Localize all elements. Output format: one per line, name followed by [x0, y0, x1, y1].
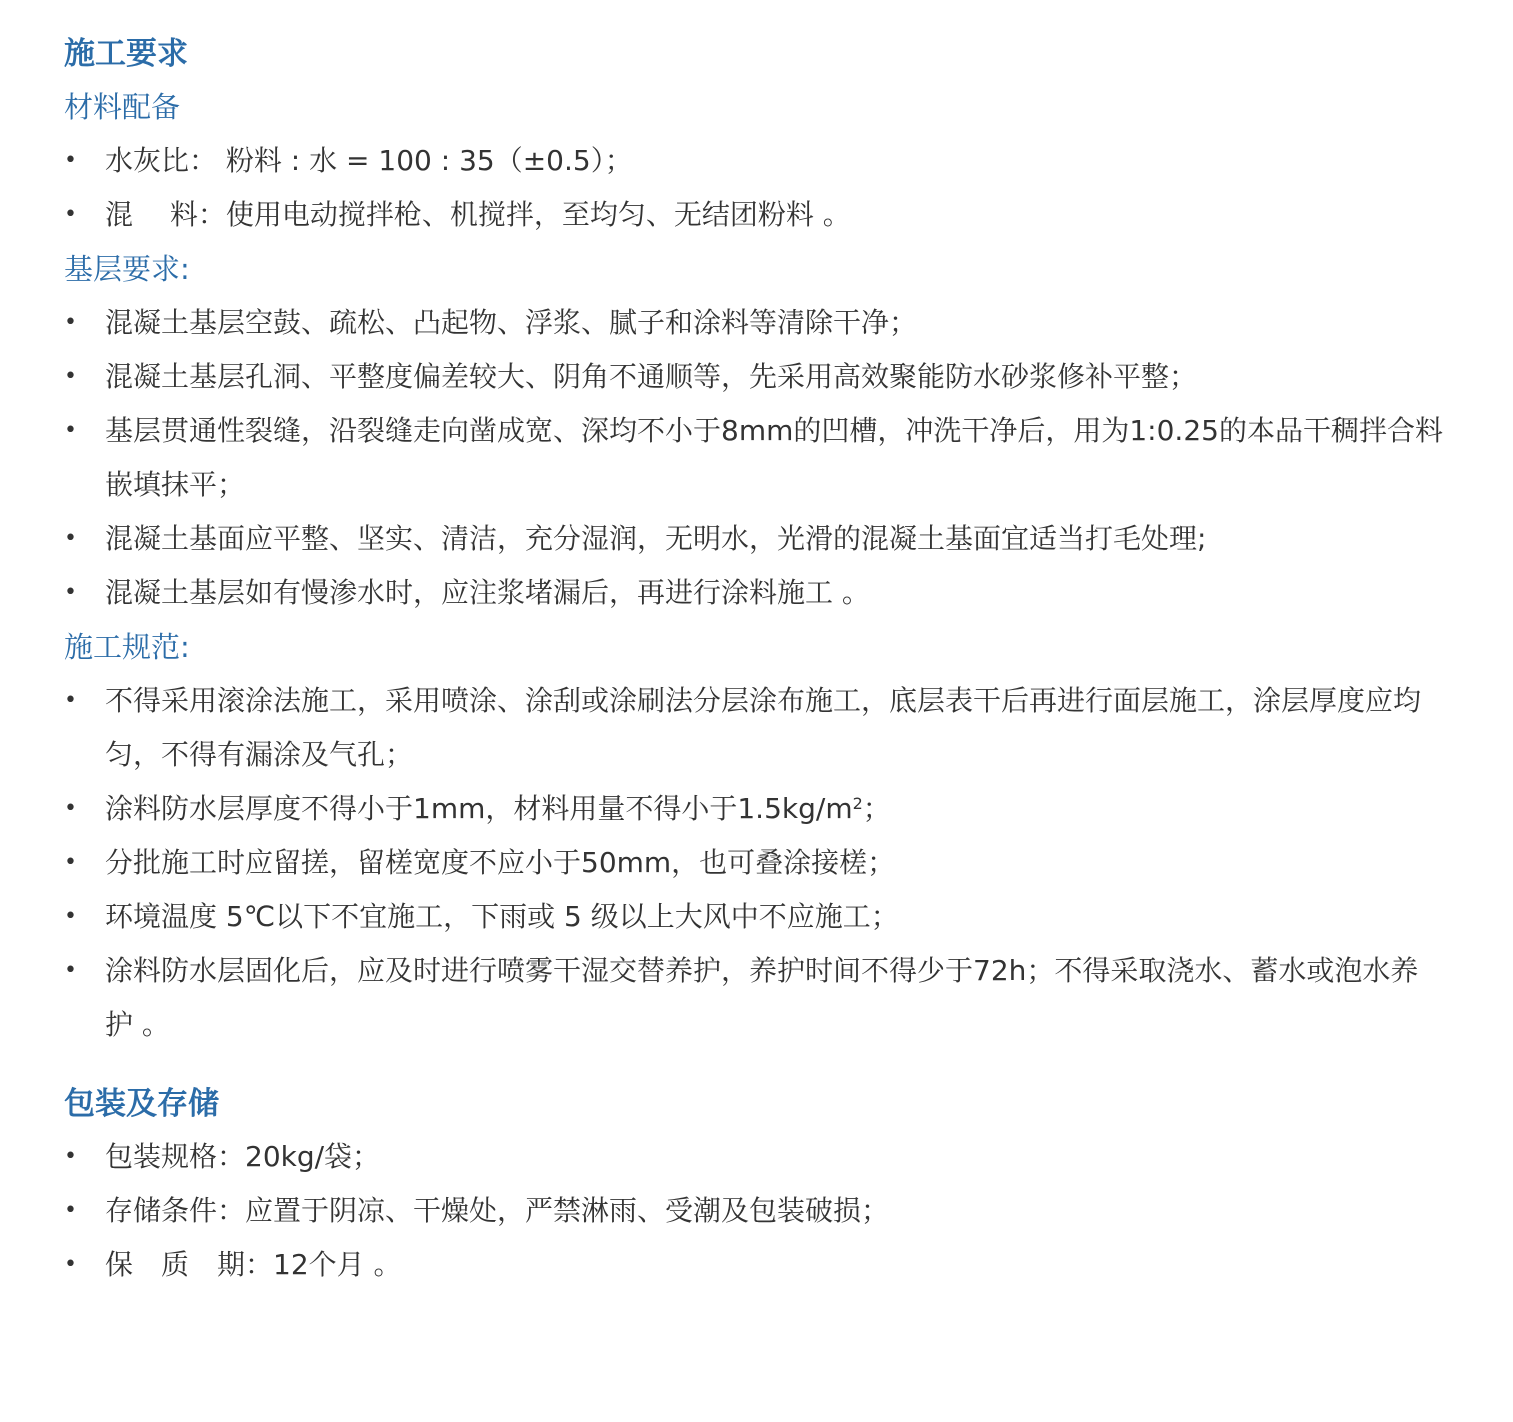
list-item [64, 566, 1445, 620]
bullet: • [64, 688, 77, 713]
list-item [64, 296, 1445, 350]
list-item [64, 890, 1445, 944]
list-item-text-tail: ； [862, 792, 891, 825]
bullet: • [64, 850, 77, 875]
bullet: • [64, 310, 77, 335]
bullet: • [64, 148, 77, 173]
list-item [64, 674, 1445, 782]
section-title-construction-requirements: 施工要求 [64, 36, 188, 72]
bullet: • [64, 1144, 77, 1169]
construction-specifications-list [64, 674, 1464, 1052]
bullet: • [64, 904, 77, 929]
list-item-text: 涂料防水层固化后，应及时进行喷雾干湿交替养护，养护时间不得少于72h；不得采取浇水、蓄水或泡水养护 。 [105, 954, 1419, 1041]
subsection-title-construction-specifications: 施工规范: [64, 630, 190, 664]
list-item [64, 1130, 1445, 1184]
list-item [64, 836, 1445, 890]
section-title-packaging-storage: 包装及存储 [64, 1086, 219, 1122]
list-item-text: 分批施工时应留搓，留槎宽度不应小于50mm，也可叠涂接槎； [105, 846, 896, 879]
list-item [64, 1238, 1445, 1292]
superscript-two: 2 [852, 794, 863, 813]
bullet: • [64, 580, 77, 605]
base-requirements-list [64, 296, 1464, 620]
list-item-text: 混凝土基层孔洞、平整度偏差较大、阴角不通顺等，先采用高效聚能防水砂浆修补平整； [105, 360, 1198, 393]
list-item-text: 水灰比： 粉料 : 水 = 100 : 35（±0.5）； [105, 144, 633, 177]
list-item [64, 944, 1445, 1052]
packaging-storage-list [64, 1130, 1464, 1292]
list-item-text: 混凝土基层空鼓、疏松、凸起物、浮浆、腻子和涂料等清除干净； [105, 306, 918, 339]
list-item-text: 环境温度 5℃以下不宜施工，下雨或 5 级以上大风中不应施工； [105, 900, 899, 933]
list-item-text: 混 料：使用电动搅拌枪、机搅拌，至均匀、无结团粉料 。 [105, 198, 851, 231]
list-item [64, 404, 1445, 512]
list-item-text: 基层贯通性裂缝，沿裂缝走向凿成宽、深均不小于8mm的凹槽，冲洗干净后，用为1:0.25的本品干稠拌合料嵌填抹平； [105, 414, 1443, 501]
subsection-title-material-preparation: 材料配备 [64, 90, 181, 124]
bullet: • [64, 202, 77, 227]
list-item-text: 混凝土基层如有慢渗水时，应注浆堵漏后，再进行涂料施工 。 [105, 576, 870, 609]
list-item-text: 保 质 期：12个月 。 [105, 1248, 402, 1281]
list-item [64, 782, 1445, 836]
bullet: • [64, 1198, 77, 1223]
bullet: • [64, 1252, 77, 1277]
list-item-text: 混凝土基面应平整、坚实、清洁，充分湿润，无明水，光滑的混凝土基面宜适当打毛处理; [105, 522, 1207, 555]
list-item-text: 不得采用滚涂法施工，采用喷涂、涂刮或涂刷法分层涂布施工，底层表干后再进行面层施工，涂层厚度应均匀，不得有漏涂及气孔； [105, 684, 1422, 771]
list-item-text: 包装规格：20kg/袋； [105, 1140, 381, 1173]
list-item [64, 188, 1445, 242]
list-item-text: 存储条件：应置于阴凉、干燥处，严禁淋雨、受潮及包装破损； [105, 1194, 890, 1227]
bullet: • [64, 364, 77, 389]
list-item-text: 涂料防水层厚度不得小于1mm，材料用量不得小于1.5kg/m [105, 792, 853, 825]
list-item [64, 512, 1445, 566]
bullet: • [64, 958, 77, 983]
list-item [64, 1184, 1445, 1238]
bullet: • [64, 418, 77, 443]
list-item [64, 350, 1445, 404]
bullet: • [64, 796, 77, 821]
list-item [64, 134, 1445, 188]
bullet: • [64, 526, 77, 551]
subsection-title-base-requirements: 基层要求: [64, 252, 190, 286]
material-preparation-list [64, 134, 1464, 242]
